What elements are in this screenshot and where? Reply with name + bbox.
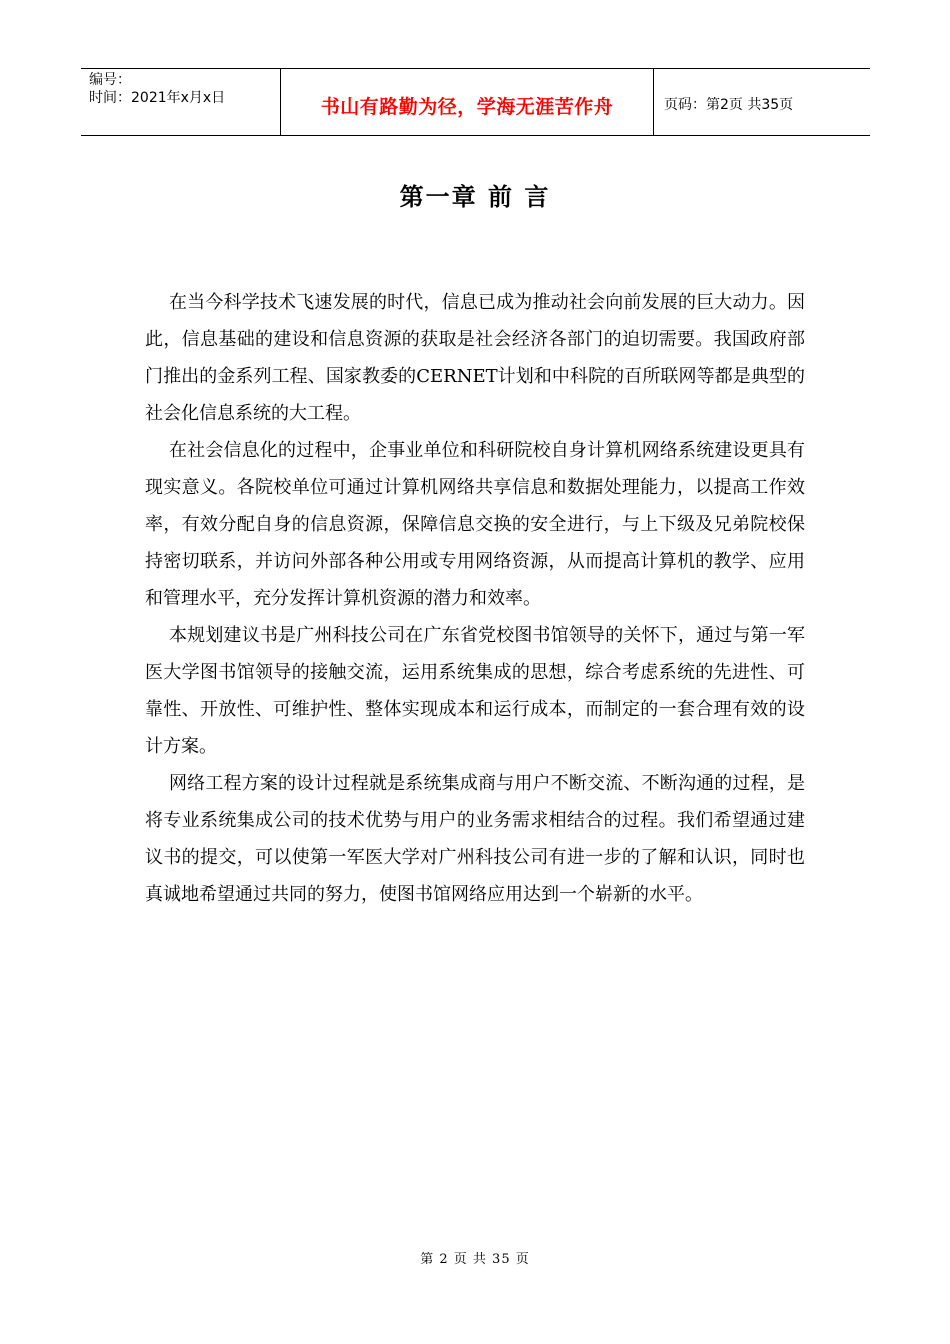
document-header [81, 68, 870, 136]
paragraph: 在当今科学技术飞速发展的时代，信息已成为推动社会向前发展的巨大动力。因此，信息基础的建设和信息资源的获取是社会经济各部门的迫切需要。我国政府部门推出的金系列工程、国家教委的CERNET计划和中科院的百所联网等都是典型的社会化信息系统的大工程。 [145, 292, 805, 424]
body-content [145, 284, 805, 913]
paragraph: 网络工程方案的设计过程就是系统集成商与用户不断交流、不断沟通的过程，是将专业系统集成公司的技术优势与用户的业务需求相结合的过程。我们希望通过建议书的提交，可以使第一军医大学对广州科技公司有进一步的了解和认识，同时也真诚地希望通过共同的努力，使图书馆网络应用达到一个崭新的水平。 [145, 773, 805, 905]
header-info-cell [81, 69, 281, 135]
header-motto: 书山有路勤为径，学海无涯苦作舟 [320, 95, 614, 118]
header-page-cell [654, 69, 870, 135]
header-page-number: 页码：第2页 共35页 [664, 97, 794, 113]
paragraph: 在社会信息化的过程中，企事业单位和科研院校自身计算机网络系统建设更具有现实意义。各院校单位可通过计算机网络共享信息和数据处理能力，以提高工作效率，有效分配自身的信息资源，保障信息交换的安全进行，与上下级及兄弟院校保持密切联系，并访问外部各种公用或专用网络资源，从而提高计算机的教学、应用和管理水平，充分发挥计算机资源的潜力和效率。 [145, 440, 805, 609]
paragraph: 本规划建议书是广州科技公司在广东省党校图书馆领导的关怀下，通过与第一军医大学图书馆领导的接触交流，运用系统集成的思想，综合考虑系统的先进性、可靠性、开放性、可维护性、整体实现成本和运行成本，而制定的一套合理有效的设计方案。 [145, 625, 805, 757]
page-footer: 第 2 页 共 35 页 [420, 1252, 530, 1267]
header-motto-cell [281, 69, 654, 135]
chapter-title: 第一章 前 言 [399, 182, 551, 211]
document-number-label: 编号： [89, 72, 131, 88]
document-date-label: 时间：2021年x月x日 [89, 90, 226, 106]
